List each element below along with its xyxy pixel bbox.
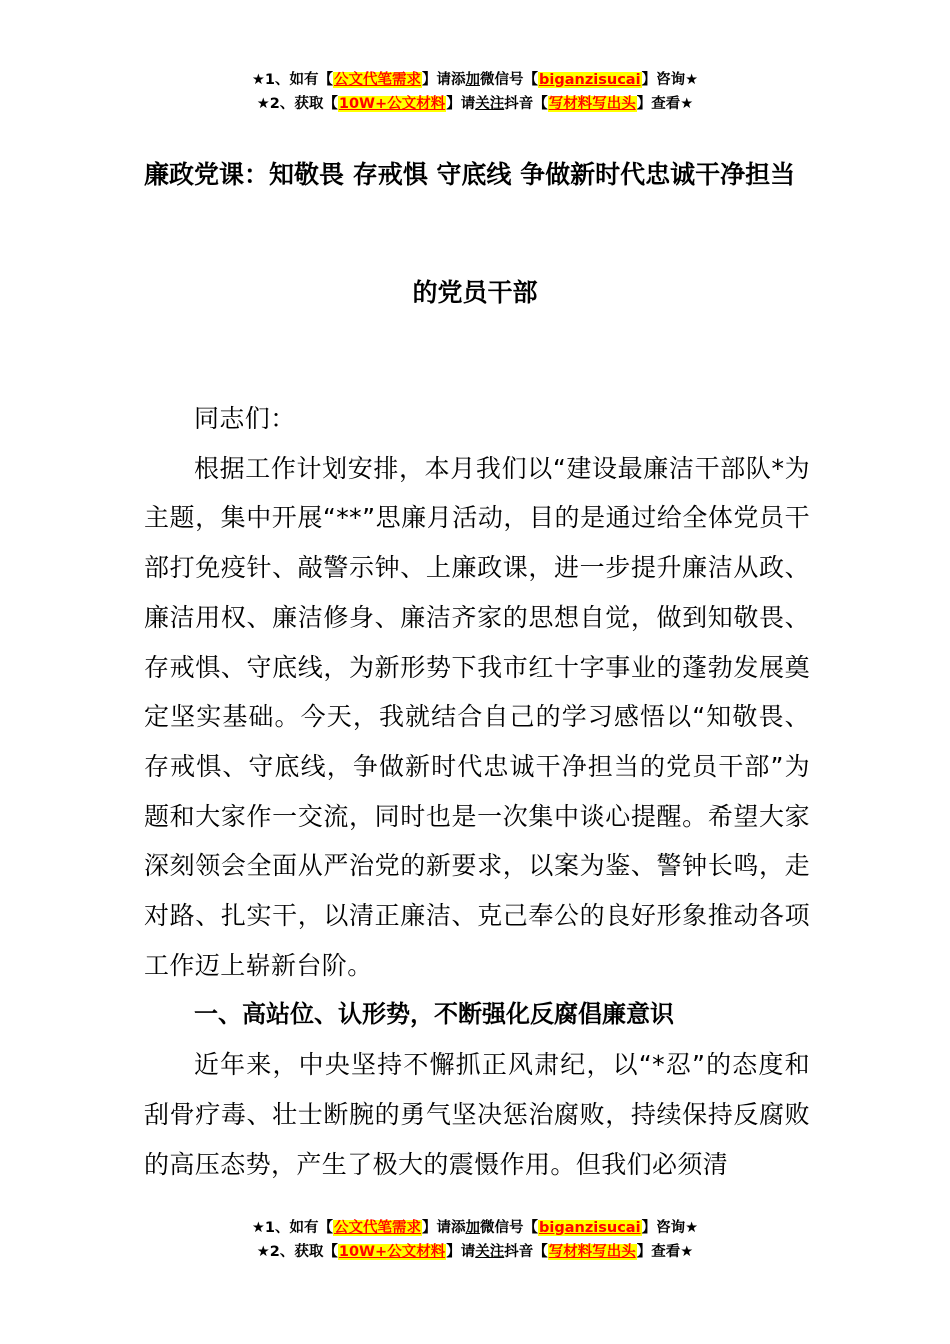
highlight-wechat-id: biganzisucai — [539, 72, 641, 88]
banner-line-2: ★2、获取【10W+公文材料】请关注抖音【写材料写出头】查看★ — [256, 96, 694, 112]
highlight-wechat-id: biganzisucai — [539, 1220, 641, 1236]
highlight-materials: 10W+公文材料 — [338, 1244, 446, 1260]
banner-line-1: ★1、如有【公文代笔需求】请添加微信号【biganzisucai】咨询★ — [251, 72, 699, 88]
highlight-service: 公文代笔需求 — [334, 1220, 422, 1236]
header-banner — [0, 68, 950, 116]
star-icon: ★ — [256, 96, 270, 112]
document-body — [144, 394, 810, 1190]
highlight-douyin: 写材料写出头 — [548, 96, 636, 112]
star-icon: ★ — [251, 1220, 265, 1236]
paragraph: 近年来，中央坚持不懈抓正风肃纪，以“*忍”的态度和刮骨疗毒、壮士断腕的勇气坚决惩治腐败，持续保持反腐败的高压态势，产生了极大的震慑作用。但我们必须清 — [144, 1050, 810, 1179]
footer-banner — [0, 1216, 950, 1264]
highlight-materials: 10W+公文材料 — [338, 96, 446, 112]
star-icon: ★ — [251, 72, 265, 88]
banner-line-2: ★2、获取【10W+公文材料】请关注抖音【写材料写出头】查看★ — [256, 1244, 694, 1260]
document-title-line-1: 廉政党课：知敬畏 存戒惧 守底线 争做新时代忠诚干净担当 — [144, 160, 796, 189]
star-icon: ★ — [256, 1244, 270, 1260]
highlight-douyin: 写材料写出头 — [548, 1244, 636, 1260]
document-title-line-2: 的党员干部 — [412, 278, 538, 307]
paragraph: 根据工作计划安排，本月我们以“建设最廉洁干部队*为主题，集中开展“**”思廉月活动，目的是通过给全体党员干部打免疫针、敲警示钟、上廉政课，进一步提升廉洁从政、廉洁用权、廉洁修身、廉洁齐家的思想自觉，做到知敬畏、存戒惧、守底线，为新形势下我市红十字事业的蓬勃发展奠定坚实基础。今天，我就结合自己的学习感悟以“知敬畏、存戒惧、守底线，争做新时代忠诚干净担当的党员干部”为题和大家作一交流，同时也是一次集中谈心提醒。希望大家深刻领会全面从严治党的新要求，以案为鉴、警钟长鸣，走对路、扎实干，以清正廉洁、克己奉公的良好形象推动各项工作迈上崭新台阶。 — [144, 453, 810, 980]
banner-line-1: ★1、如有【公文代笔需求】请添加微信号【biganzisucai】咨询★ — [251, 1220, 699, 1236]
highlight-service: 公文代笔需求 — [334, 72, 422, 88]
salutation: 同志们： — [194, 404, 296, 433]
section-heading: 一、高站位、认形势，不断强化反腐倡廉意识 — [194, 1000, 674, 1029]
